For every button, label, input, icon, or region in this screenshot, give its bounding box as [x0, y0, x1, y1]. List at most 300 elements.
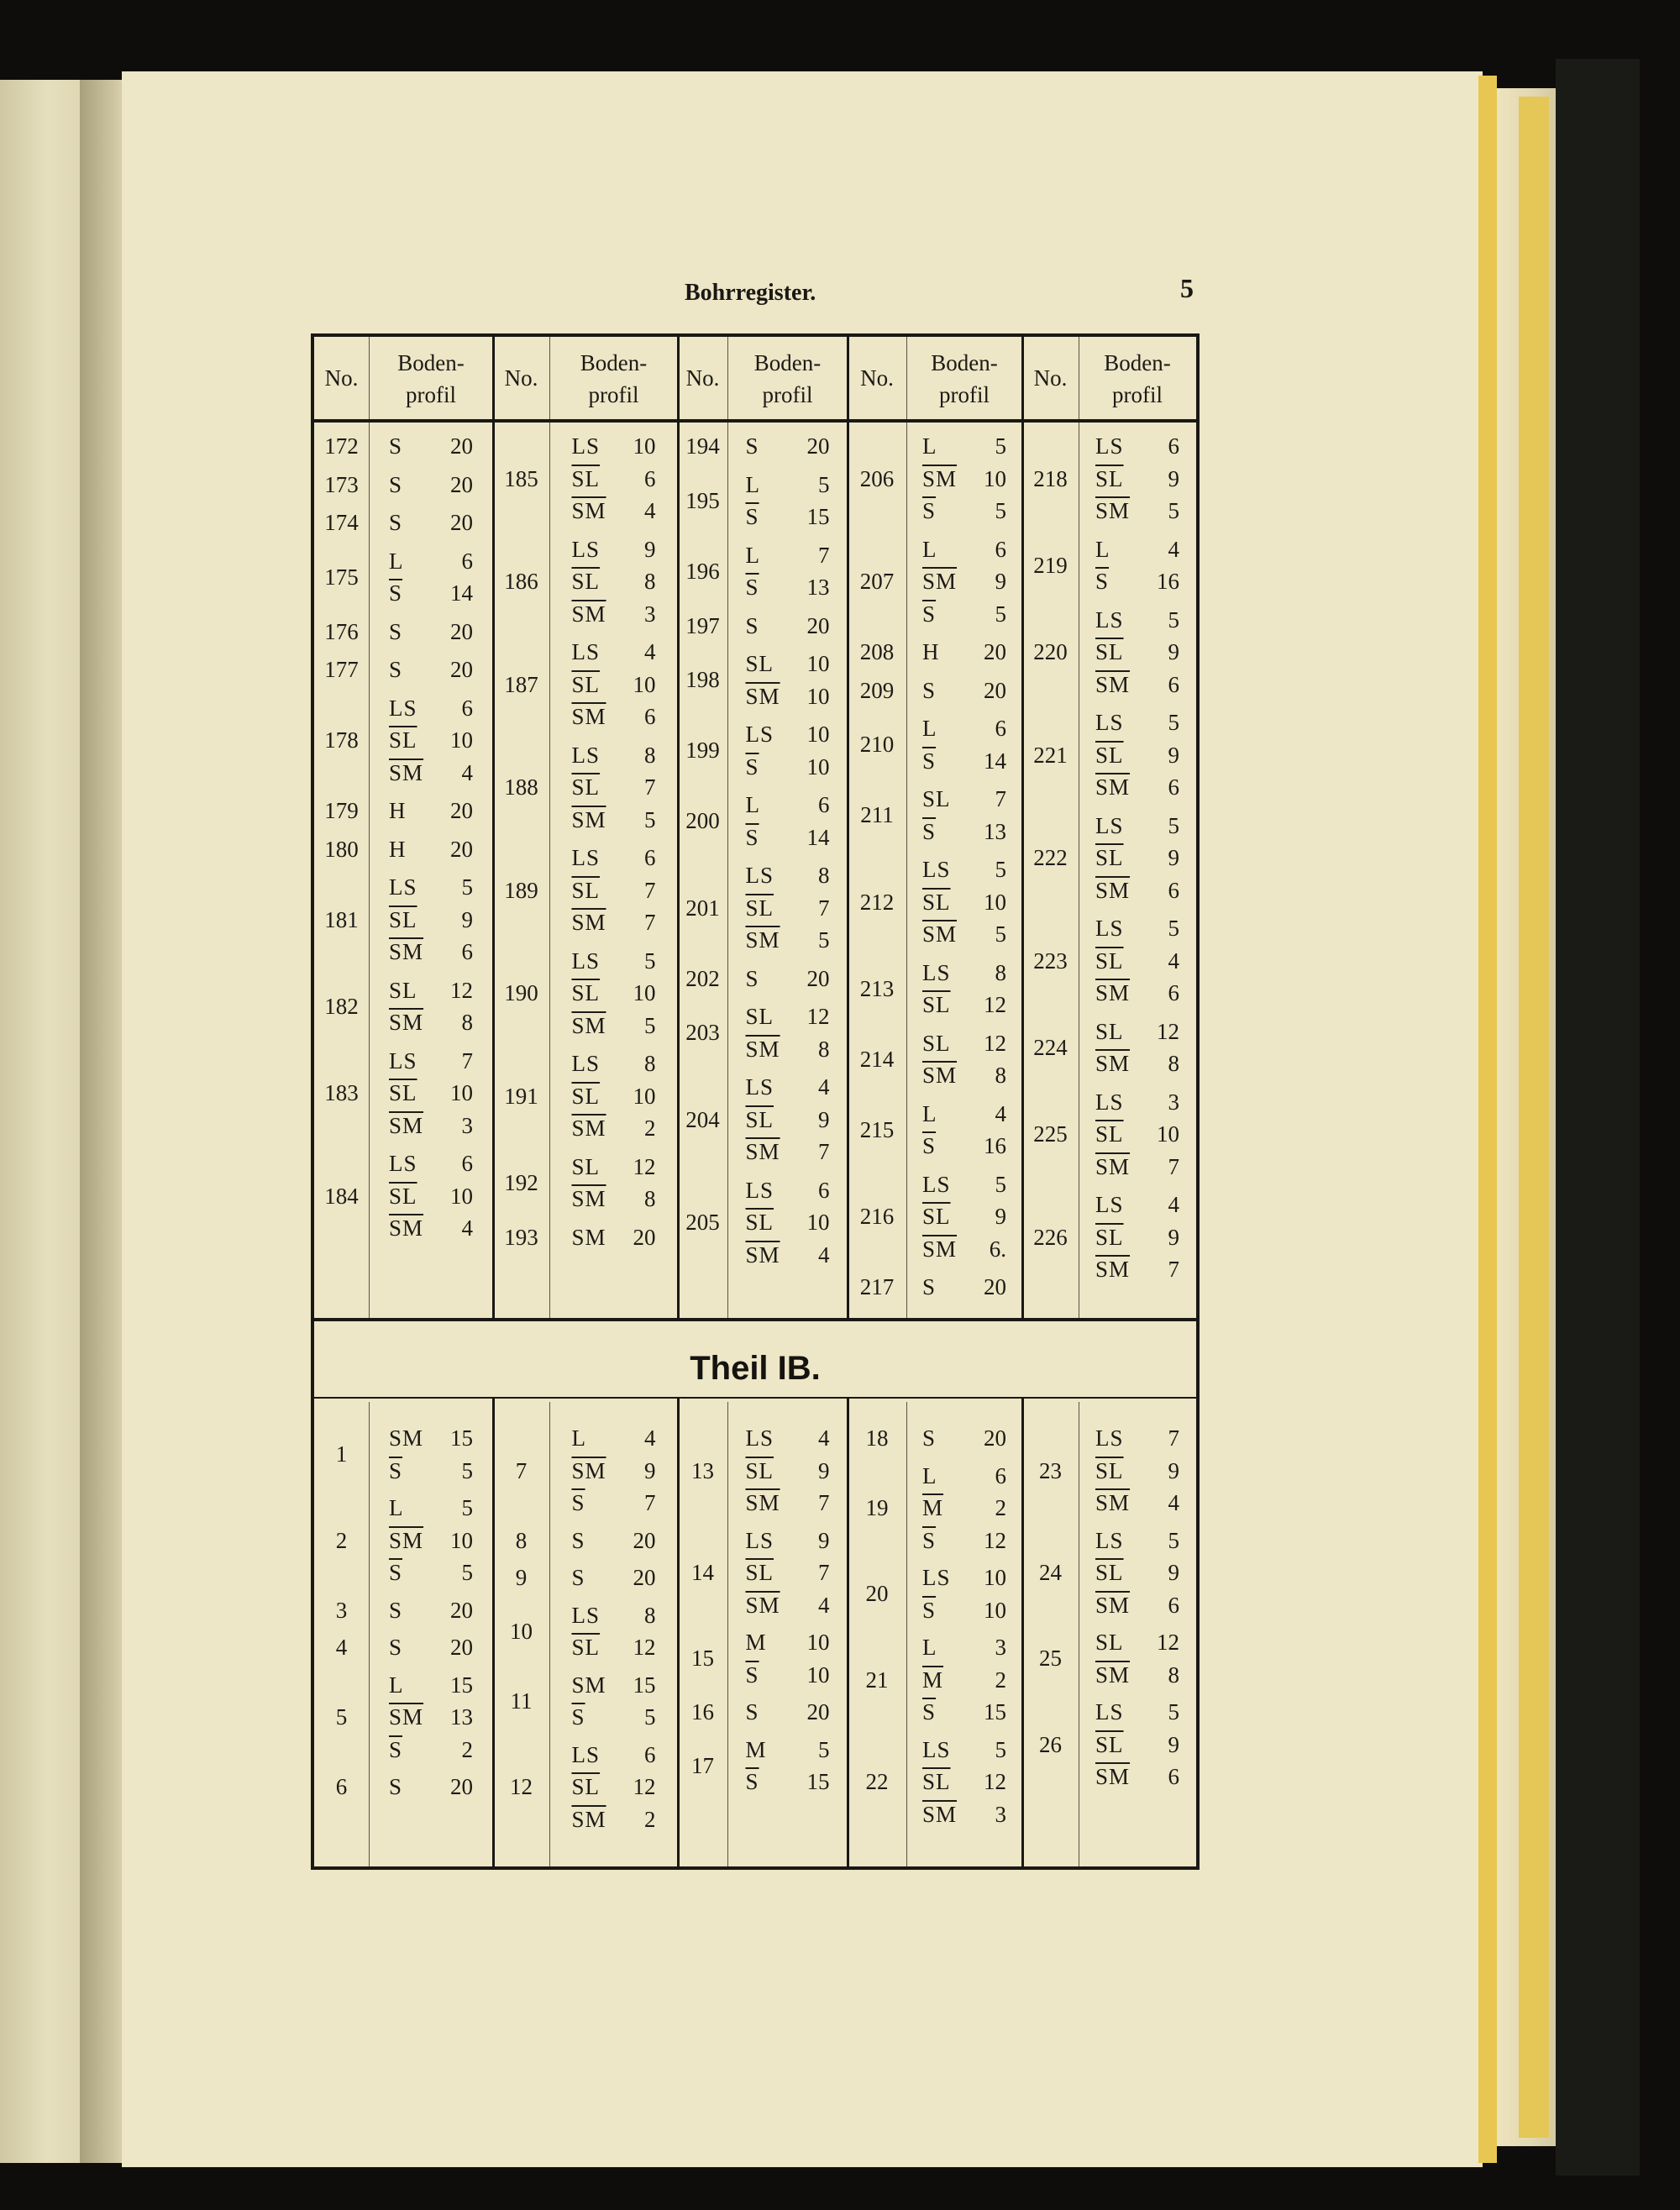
soil-code: H [389, 836, 407, 862]
soil-code: $\overline{S}$ [745, 753, 759, 780]
soil-layer [922, 1528, 1006, 1554]
soil-layer [746, 895, 830, 921]
header-bodenprofil-line2: profil [1112, 382, 1163, 407]
soil-code: S [745, 1699, 759, 1724]
soil-layer [1095, 1699, 1179, 1725]
soil-layer [389, 1184, 473, 1210]
soil-code: L [922, 1100, 937, 1126]
soil-layer [746, 684, 830, 710]
soil-code: LS [922, 959, 951, 985]
layer-thickness: 6 [644, 465, 656, 491]
soil-code: LS [1095, 1192, 1124, 1217]
soil-code: SL [745, 651, 774, 676]
row-number: 20 [865, 1581, 889, 1607]
row-number: 185 [504, 465, 538, 491]
layer-thickness: 6 [461, 548, 473, 574]
soil-layer [746, 1699, 830, 1725]
soil-code: LS [922, 857, 951, 882]
row-number: 197 [685, 612, 720, 638]
soil-code: $\overline{SM}$ [389, 759, 424, 785]
soil-code: $\overline{SM}$ [745, 683, 780, 709]
soil-code: $\overline{S}$ [389, 1560, 403, 1585]
soil-layer [572, 774, 656, 801]
layer-thickness: 20 [806, 433, 830, 459]
soil-layer [922, 992, 1006, 1018]
layer-thickness: 12 [450, 977, 473, 1003]
soil-code: $\overline{SM}$ [389, 1527, 424, 1553]
layer-thickness: 20 [806, 612, 830, 638]
soil-code: $\overline{SM}$ [571, 1012, 606, 1038]
layer-thickness: 20 [633, 1565, 656, 1590]
layer-thickness: 6 [995, 716, 1006, 741]
soil-code: S [389, 471, 403, 497]
soil-code: $\overline{SL}$ [1095, 1560, 1124, 1585]
row-number: 174 [324, 510, 359, 535]
soil-code: $\overline{SM}$ [571, 1186, 606, 1211]
soil-layer [746, 927, 830, 953]
row-number: 222 [1033, 845, 1068, 870]
soil-code: $\overline{SM}$ [1095, 1490, 1131, 1515]
row-number: 19 [865, 1495, 889, 1520]
soil-code: $\overline{SM}$ [1095, 498, 1131, 523]
soil-layer [1095, 1425, 1179, 1451]
soil-code: $\overline{S}$ [922, 1597, 937, 1623]
header-rule [314, 419, 1196, 423]
soil-layer [922, 857, 1006, 883]
soil-code: L [922, 716, 937, 741]
row-number: 175 [324, 564, 359, 590]
column-divider [549, 1402, 550, 1866]
header-no: No. [504, 365, 538, 391]
soil-layer [572, 466, 656, 492]
soil-code: $\overline{SL}$ [1095, 742, 1124, 768]
soil-code: $\overline{S}$ [745, 1661, 759, 1688]
soil-layer [572, 980, 656, 1006]
row-number: 216 [859, 1204, 895, 1229]
soil-layer [389, 907, 473, 933]
soil-code: $\overline{SM}$ [571, 910, 606, 935]
layer-thickness: 20 [806, 1699, 830, 1724]
soil-code: LS [571, 433, 601, 459]
soil-code: LS [571, 1602, 601, 1628]
soil-code: LS [1095, 916, 1124, 941]
layer-thickness: 12 [984, 1769, 1006, 1794]
soil-layer [389, 727, 473, 753]
row-number: 192 [504, 1169, 538, 1195]
page-edge-gilt [1519, 97, 1549, 2138]
row-number: 191 [504, 1083, 538, 1109]
layer-thickness: 3 [461, 1112, 473, 1138]
layer-thickness: 5 [461, 874, 473, 900]
row-number: 3 [335, 1597, 348, 1623]
layer-thickness: 15 [806, 504, 830, 529]
soil-code: L [745, 471, 760, 497]
soil-layer [1095, 1257, 1179, 1283]
soil-code: $\overline{SL}$ [745, 895, 774, 921]
row-number: 177 [324, 657, 359, 682]
layer-thickness: 9 [1168, 1457, 1179, 1483]
soil-layer [389, 1080, 473, 1106]
row-number: 25 [1039, 1646, 1062, 1672]
row-number: 213 [859, 975, 895, 1001]
soil-code: $\overline{SM}$ [1095, 1051, 1131, 1076]
header-no: No. [324, 365, 359, 391]
soil-code: $\overline{SL}$ [1095, 1224, 1124, 1250]
soil-code: $\overline{SM}$ [922, 1801, 958, 1827]
row-number: 181 [324, 906, 359, 932]
page-edge [1478, 76, 1497, 2163]
soil-layer [746, 1210, 830, 1236]
soil-code: L [922, 1462, 937, 1488]
layer-thickness: 10 [633, 433, 656, 459]
layer-thickness: 8 [644, 1051, 656, 1076]
soil-layer [1095, 1593, 1179, 1619]
layer-thickness: 6 [1168, 1592, 1179, 1618]
layer-thickness: 4 [644, 1425, 656, 1451]
soil-code: S [389, 1774, 403, 1799]
soil-code: $\overline{SM}$ [571, 601, 606, 627]
layer-thickness: 12 [806, 1004, 830, 1029]
layer-thickness: 5 [995, 601, 1006, 627]
soil-layer [1095, 1458, 1179, 1484]
layer-thickness: 4 [461, 1215, 473, 1241]
row-number: 183 [324, 1080, 359, 1105]
row-number: 202 [685, 965, 720, 991]
soil-layer [746, 575, 830, 601]
row-number: 207 [859, 569, 895, 594]
row-number: 187 [504, 671, 538, 697]
soil-code: $\overline{S}$ [571, 1490, 585, 1515]
soil-layer [389, 472, 473, 498]
layer-thickness: 5 [1168, 812, 1179, 838]
layer-thickness: 8 [1168, 1661, 1179, 1688]
soil-code: $\overline{SM}$ [745, 1241, 780, 1268]
soil-code: $\overline{SL}$ [1095, 1121, 1124, 1147]
row-number: 186 [504, 569, 538, 594]
soil-layer [746, 1630, 830, 1656]
row-number: 226 [1033, 1224, 1068, 1250]
soil-layer [1095, 1764, 1179, 1790]
layer-thickness: 20 [450, 510, 473, 535]
layer-thickness: 10 [633, 980, 656, 1005]
soil-code: $\overline{SM}$ [922, 465, 958, 491]
layer-thickness: 7 [644, 877, 656, 903]
layer-thickness: 6 [818, 1177, 830, 1203]
layer-thickness: 20 [633, 1527, 656, 1553]
row-number: 178 [324, 727, 359, 753]
row-number: 2 [335, 1527, 348, 1553]
soil-layer [389, 760, 473, 786]
row-number: 188 [504, 774, 538, 800]
soil-code: LS [745, 1074, 774, 1100]
layer-thickness: 4 [995, 1100, 1006, 1126]
soil-code: LS [389, 1151, 417, 1176]
soil-layer [389, 549, 473, 575]
soil-code: $\overline{SL}$ [745, 1210, 774, 1235]
soil-code: SL [745, 1004, 774, 1029]
row-number: 193 [504, 1224, 538, 1250]
layer-thickness: 20 [450, 657, 473, 682]
soil-code: LS [1095, 1089, 1124, 1115]
soil-code: $\overline{SL}$ [389, 906, 417, 932]
soil-layer [1095, 569, 1179, 595]
row-number: 11 [510, 1688, 533, 1714]
row-number: 208 [859, 639, 895, 664]
soil-code: LS [1095, 1699, 1124, 1724]
row-number: 179 [324, 798, 359, 823]
soil-layer [922, 1463, 1006, 1489]
soil-code: LS [1095, 812, 1124, 838]
soil-layer [572, 743, 656, 769]
soil-layer [389, 1010, 473, 1036]
soil-layer [746, 1662, 830, 1688]
header-bodenprofil [727, 347, 848, 411]
soil-code: L [389, 548, 404, 574]
layer-thickness: 9 [1168, 1560, 1179, 1585]
soil-layer [572, 1186, 656, 1212]
soil-layer [746, 722, 830, 748]
row-number: 203 [685, 1020, 720, 1046]
soil-code: $\overline{SL}$ [1095, 639, 1124, 664]
soil-code: LS [1095, 710, 1124, 735]
soil-code: $\overline{SL}$ [571, 1083, 601, 1109]
soil-layer [572, 948, 656, 974]
layer-thickness: 8 [644, 1186, 656, 1211]
layer-thickness: 12 [1157, 1018, 1179, 1044]
soil-layer [922, 748, 1006, 774]
soil-layer [922, 1063, 1006, 1089]
layer-thickness: 5 [995, 1736, 1006, 1762]
row-number: 190 [504, 980, 538, 1005]
layer-thickness: 4 [1168, 1490, 1179, 1515]
layer-thickness: 6 [995, 536, 1006, 562]
soil-layer [922, 1172, 1006, 1198]
soil-layer [389, 1560, 473, 1586]
soil-code: L [389, 1672, 404, 1698]
soil-layer [746, 1242, 830, 1268]
soil-layer [746, 472, 830, 498]
soil-layer [1095, 813, 1179, 839]
header-bodenprofil-line2: profil [762, 382, 813, 407]
soil-code: L [922, 1635, 937, 1660]
row-number: 195 [685, 487, 720, 513]
soil-code: L [571, 1425, 586, 1451]
row-number: 22 [865, 1769, 889, 1794]
layer-thickness: 12 [984, 1030, 1006, 1056]
soil-layer [572, 1490, 656, 1516]
soil-code: $\overline{SL}$ [745, 1457, 774, 1483]
row-number: 198 [685, 667, 720, 693]
soil-code: $\overline{S}$ [1095, 569, 1110, 594]
soil-code: $\overline{S}$ [922, 818, 937, 844]
soil-layer [572, 1742, 656, 1768]
soil-code: $\overline{SM}$ [389, 1704, 424, 1730]
soil-code: $\overline{SM}$ [571, 1806, 606, 1832]
column-divider [906, 337, 907, 1318]
soil-layer [922, 433, 1006, 459]
soil-code: $\overline{SL}$ [389, 1080, 417, 1105]
layer-thickness: 4 [644, 498, 656, 523]
layer-thickness: 14 [806, 824, 830, 850]
soil-layer [389, 657, 473, 683]
soil-layer [572, 807, 656, 833]
soil-layer [746, 1528, 830, 1554]
layer-thickness: 10 [984, 1597, 1006, 1623]
soil-layer [922, 1635, 1006, 1661]
soil-code: LS [922, 1736, 951, 1762]
soil-code: S [745, 612, 759, 638]
row-number: 7 [515, 1457, 528, 1483]
soil-layer [1095, 1121, 1179, 1147]
layer-thickness: 5 [818, 471, 830, 497]
soil-layer [572, 1115, 656, 1142]
header-bodenprofil [1079, 347, 1196, 411]
soil-layer [746, 613, 830, 639]
soil-code: $\overline{SM}$ [389, 1215, 424, 1241]
row-number: 5 [335, 1704, 348, 1730]
layer-thickness: 6 [644, 704, 656, 729]
soil-layer [746, 433, 830, 459]
layer-thickness: 2 [644, 1806, 656, 1832]
soil-layer [746, 651, 830, 677]
layer-thickness: 15 [984, 1699, 1006, 1724]
layer-thickness: 9 [644, 536, 656, 562]
layer-thickness: 16 [1157, 569, 1179, 594]
layer-thickness: 4 [644, 639, 656, 664]
soil-code: $\overline{S}$ [922, 498, 937, 523]
layer-thickness: 6 [1168, 1764, 1179, 1789]
layer-thickness: 10 [806, 651, 830, 676]
soil-code: $\overline{SM}$ [922, 921, 958, 947]
soil-layer [1095, 948, 1179, 974]
row-number: 8 [515, 1527, 528, 1553]
soil-layer [746, 1074, 830, 1100]
soil-layer [922, 1274, 1006, 1300]
soil-code: LS [389, 1047, 417, 1074]
header-no: No. [1033, 365, 1068, 391]
section-title: Theil IB. [690, 1350, 821, 1387]
layer-thickness: 6 [461, 1151, 473, 1176]
soil-code: SM [389, 1425, 424, 1451]
row-number: 225 [1033, 1121, 1068, 1147]
soil-code: $\overline{SM}$ [1095, 1764, 1131, 1789]
soil-code: $\overline{SL}$ [571, 1635, 601, 1660]
layer-thickness: 20 [984, 1274, 1006, 1299]
row-number: 1 [335, 1441, 348, 1467]
soil-code: L [922, 433, 937, 459]
layer-thickness: 20 [806, 965, 830, 991]
layer-thickness: 5 [644, 948, 656, 974]
layer-thickness: 12 [633, 1635, 656, 1660]
soil-code: $\overline{SL}$ [389, 727, 417, 753]
soil-code: $\overline{SM}$ [389, 1010, 424, 1035]
layer-thickness: 20 [450, 471, 473, 497]
row-number: 218 [1033, 465, 1068, 491]
layer-thickness: 6 [461, 695, 473, 721]
soil-layer [922, 716, 1006, 742]
layer-thickness: 5 [995, 857, 1006, 882]
header-bodenprofil-line1: Boden- [397, 350, 465, 375]
layer-thickness: 4 [1168, 948, 1179, 974]
soil-layer [922, 1031, 1006, 1057]
layer-thickness: 5 [461, 1560, 473, 1585]
layer-thickness: 9 [644, 1457, 656, 1483]
row-number: 176 [324, 618, 359, 644]
row-number: 4 [335, 1635, 348, 1660]
layer-thickness: 5 [818, 1736, 830, 1762]
soil-layer [389, 1598, 473, 1624]
header-no: No. [685, 365, 720, 391]
row-number: 172 [324, 433, 359, 459]
soil-code: SL [571, 1153, 601, 1179]
soil-code: $\overline{SM}$ [1095, 671, 1131, 697]
soil-code: S [745, 965, 759, 991]
layer-thickness: 12 [984, 1527, 1006, 1553]
soil-code: $\overline{SM}$ [745, 927, 780, 953]
layer-thickness: 2 [461, 1736, 473, 1762]
layer-thickness: 20 [450, 1597, 473, 1623]
soil-layer [746, 543, 830, 569]
soil-layer [572, 1225, 656, 1251]
row-number: 196 [685, 558, 720, 584]
soil-layer [746, 754, 830, 780]
layer-thickness: 10 [450, 1080, 473, 1105]
soil-code: SL [1095, 1018, 1124, 1044]
layer-thickness: 9 [818, 1527, 830, 1553]
soil-code: LS [571, 948, 601, 974]
layer-thickness: 10 [633, 1083, 656, 1109]
soil-layer [572, 537, 656, 563]
layer-thickness: 20 [984, 639, 1006, 664]
soil-code: H [389, 798, 407, 823]
layer-thickness: 6 [1168, 774, 1179, 800]
layer-thickness: 7 [818, 1560, 830, 1585]
soil-layer [572, 1051, 656, 1077]
soil-layer [1095, 1528, 1179, 1554]
header-bodenprofil-line2: profil [406, 382, 456, 407]
soil-layer [922, 639, 1006, 665]
soil-layer [1095, 1192, 1179, 1218]
header-bodenprofil-line2: profil [588, 382, 639, 407]
layer-thickness: 12 [1157, 1630, 1179, 1655]
soil-layer [572, 1704, 656, 1730]
layer-thickness: 4 [1168, 536, 1179, 562]
layer-thickness: 20 [450, 1635, 473, 1660]
soil-layer [572, 639, 656, 665]
soil-code: M [745, 1630, 767, 1655]
soil-code: LS [571, 845, 601, 870]
soil-layer [1095, 774, 1179, 801]
layer-thickness: 9 [1168, 1224, 1179, 1250]
soil-layer [746, 825, 830, 851]
layer-thickness: 5 [1168, 1527, 1179, 1553]
layer-thickness: 5 [1168, 1699, 1179, 1724]
soil-code: $\overline{SL}$ [571, 671, 601, 697]
layer-thickness: 5 [644, 1012, 656, 1038]
layer-thickness: 9 [1168, 742, 1179, 768]
layer-thickness: 10 [806, 1630, 830, 1655]
layer-thickness: 5 [1168, 710, 1179, 735]
soil-layer [922, 1769, 1006, 1795]
soil-code: $\overline{SL}$ [571, 465, 601, 491]
soil-code: $\overline{SL}$ [922, 889, 951, 915]
layer-thickness: 3 [995, 1635, 1006, 1660]
layer-thickness: 6 [1168, 980, 1179, 1005]
layer-thickness: 5 [1168, 498, 1179, 523]
soil-code: L [389, 1495, 404, 1520]
soil-code: $\overline{SL}$ [745, 1106, 774, 1132]
soil-code: $\overline{SM}$ [745, 1036, 780, 1062]
